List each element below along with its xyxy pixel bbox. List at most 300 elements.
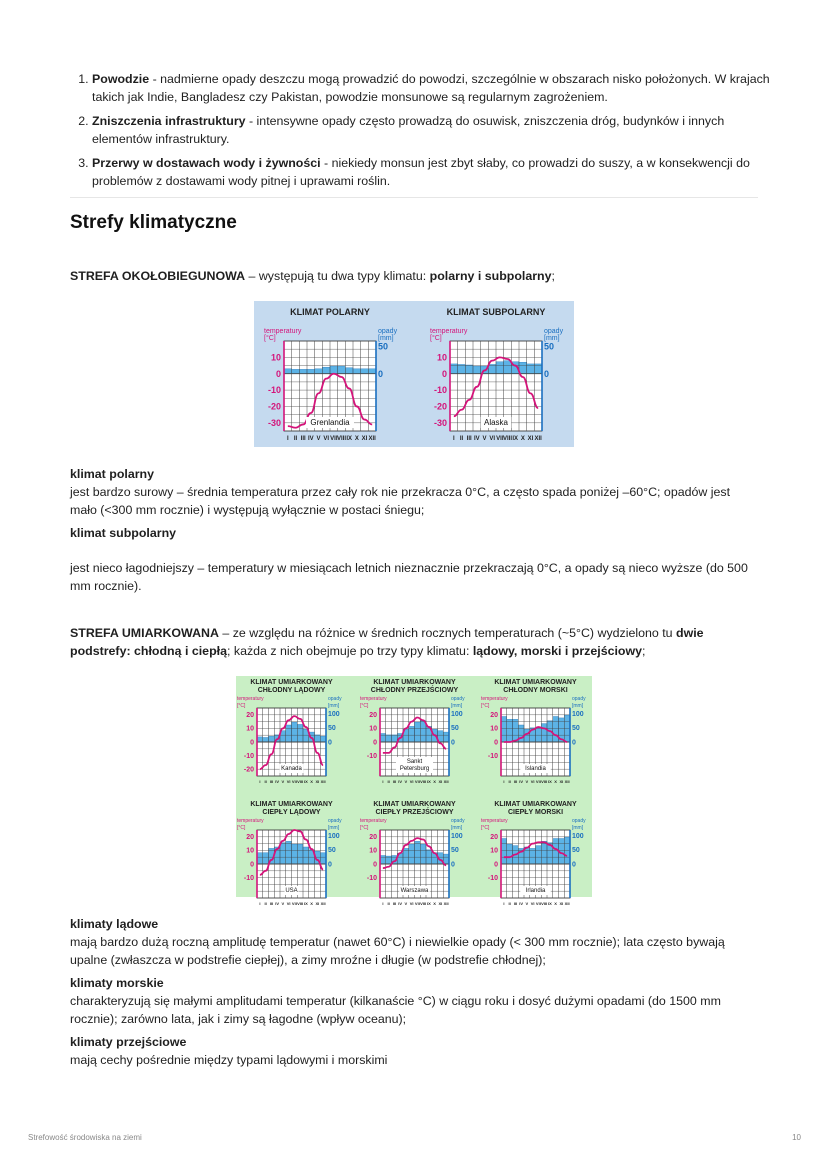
precipitation-tick-label: 0	[572, 861, 576, 869]
precipitation-bar	[409, 726, 415, 742]
station-label: Grenlandia	[310, 418, 350, 427]
month-label: IX	[303, 779, 308, 784]
precipitation-tick-label: 50	[328, 725, 336, 733]
temperature-tick-label: 10	[369, 847, 377, 855]
temperature-axis-label: temperatury	[430, 328, 468, 335]
precipitation-bar	[330, 366, 338, 374]
precipitation-bar	[361, 369, 369, 374]
precipitation-bar	[530, 848, 536, 864]
month-label: XII	[443, 779, 449, 784]
precipitation-bar	[315, 735, 321, 742]
precipitation-tick-label: 0	[328, 861, 332, 869]
temperature-tick-label: 20	[490, 834, 498, 842]
polar-climate-text: jest bardzo surowy – średnia temperatura przez cały rok nie przekracza 0°C, a często spada poniżej –60°C; opadów jest mało (<300 mm rocznie) i występują wyłącznie w postaci śniegu;	[70, 485, 731, 517]
month-label: I	[382, 901, 384, 906]
month-label: III	[513, 901, 518, 906]
temperature-axis-label: temperatury	[237, 818, 264, 824]
precipitation-unit-label: [mm]	[328, 825, 340, 831]
month-label: VII	[496, 436, 504, 442]
precipitation-tick-label: 50	[328, 847, 336, 855]
list-item	[92, 70, 782, 106]
month-label: III	[269, 901, 274, 906]
month-label: VIII	[541, 901, 548, 906]
month-label: I	[452, 436, 455, 442]
chart-title: KLIMAT UMIARKOWANY	[250, 679, 333, 686]
precipitation-bar	[303, 847, 309, 864]
list-item-text: - nadmierne opady deszczu mogą prowadzić do powodzi, szczególnie w obszarach nisko położonych. W krajach takich jak Indie, Bangladesz czy Pakistan, powodzie monsunowe są regularnym zagrożeniem.	[92, 72, 770, 104]
month-label: XI	[438, 901, 443, 906]
month-label: VIII	[502, 436, 513, 442]
precipitation-bar	[297, 844, 303, 864]
precipitation-tick-label: 100	[451, 832, 463, 840]
precipitation-bar	[286, 841, 292, 864]
temperature-tick-label: 10	[490, 847, 498, 855]
month-label: IV	[398, 901, 403, 906]
maritime-climate-text: charakteryzują się małymi amplitudami temperatur (kilkanaście °C) w ciągu roku i dosyć dużymi opadami (do 1500 mm rocznie); zarówno lata, jak i zimy są łagodne (wpływ oceanu);	[70, 994, 721, 1026]
temperature-unit-label: [°C]	[360, 703, 369, 709]
precipitation-bar	[501, 839, 507, 865]
temperature-unit-label: [°C]	[481, 703, 490, 709]
month-label: VIII	[297, 901, 304, 906]
precipitation-bar	[320, 736, 326, 742]
precipitation-bar	[403, 848, 409, 864]
precipitation-bar	[353, 369, 361, 374]
temperature-tick-label: -20	[267, 401, 281, 412]
precipitation-axis-label: opady	[328, 696, 342, 702]
precipitation-axis-label: opady	[451, 818, 465, 824]
transitional-climate-text: mają cechy pośrednie między typami lądowymi i morskimi	[70, 1053, 388, 1067]
precipitation-tick-label: 50	[544, 341, 555, 352]
chart-title: CIEPŁY MORSKI	[507, 809, 564, 816]
transitional-climate-heading: klimaty przejściowe	[70, 1035, 187, 1049]
month-label: X	[433, 779, 436, 784]
precipitation-bar	[415, 722, 421, 742]
month-label: IV	[275, 779, 280, 784]
month-label: XI	[438, 779, 443, 784]
month-label: VIII	[541, 779, 548, 784]
precipitation-tick-label: 0	[451, 739, 455, 747]
precipitation-tick-label: 50	[572, 847, 580, 855]
month-label: IV	[473, 436, 480, 442]
precipitation-bar	[380, 734, 386, 743]
precipitation-bar	[507, 719, 513, 742]
precipitation-bar	[280, 843, 286, 864]
month-label: II	[264, 901, 267, 906]
precipitation-bar	[292, 844, 298, 864]
precipitation-tick-label: 50	[572, 725, 580, 733]
list-item	[92, 154, 782, 190]
month-label: XII	[320, 901, 326, 906]
temperature-tick-label: -10	[243, 874, 254, 882]
precipitation-bar	[338, 366, 346, 374]
precipitation-tick-label: 0	[451, 861, 455, 869]
month-label: VI	[530, 779, 535, 784]
footer-page-number: 10	[792, 1133, 801, 1142]
consequences-list	[70, 70, 782, 196]
temperate-climate-types: lądowy, morski i przejściowy	[472, 644, 643, 658]
precipitation-axis-label: opady	[544, 328, 564, 335]
precipitation-bar	[392, 735, 398, 742]
station-label: Alaska	[483, 418, 509, 427]
precipitation-tick-label: 50	[451, 725, 459, 733]
list-item-term: Przerwy w dostawach wody i żywności	[92, 156, 321, 170]
month-label: V	[482, 436, 487, 442]
month-label: IX	[512, 436, 519, 442]
precipitation-bar	[284, 369, 292, 374]
precipitation-bar	[297, 724, 303, 742]
month-label: II	[293, 436, 298, 442]
temperate-zone-end: ;	[642, 644, 646, 658]
temperature-unit-label: [°C]	[237, 703, 246, 709]
month-label: X	[310, 779, 313, 784]
month-label: VIII	[420, 901, 427, 906]
month-label: IX	[346, 436, 353, 442]
precipitation-unit-label: [mm]	[378, 335, 394, 342]
month-label: VI	[489, 436, 496, 442]
temperature-tick-label: 20	[369, 834, 377, 842]
month-label: XI	[315, 901, 320, 906]
month-label: II	[508, 779, 511, 784]
temperature-tick-label: 10	[270, 352, 281, 363]
precipitation-bar	[541, 724, 547, 742]
precipitation-bar	[420, 721, 426, 742]
precipitation-unit-label: [mm]	[544, 335, 560, 342]
maritime-climate-heading: klimaty morskie	[70, 976, 164, 990]
continental-climate-heading: klimaty lądowe	[70, 917, 159, 931]
temperature-tick-label: -30	[433, 417, 447, 428]
footer-document-title: Strefowość środowiska na ziemi	[28, 1133, 142, 1142]
list-item	[92, 112, 782, 148]
month-label: VIII	[336, 436, 347, 442]
precipitation-bar	[345, 368, 353, 374]
precipitation-bar	[553, 717, 559, 743]
chart-title: KLIMAT UMIARKOWANY	[250, 801, 333, 808]
polar-zone-end: ;	[551, 269, 555, 283]
precipitation-bar	[426, 850, 432, 864]
precipitation-bar	[409, 844, 415, 864]
month-label: IX	[303, 901, 308, 906]
month-label: II	[387, 779, 390, 784]
month-label: VI	[530, 901, 535, 906]
precipitation-unit-label: [mm]	[451, 825, 463, 831]
precipitation-bar	[458, 364, 466, 373]
temperature-unit-label: [°C]	[481, 825, 490, 831]
chart-title: KLIMAT SUBPOLARNY	[446, 307, 546, 317]
continental-climate-text: mają bardzo dużą roczną amplitudę temperatur (nawet 60°C) i niewielkie opady (< 300 mm rocznie); lata często bywają upalne (zwłaszcza w podstrefie ciepłej), a zimy mroźne i długie (w podstrefie chłodnej);	[70, 935, 725, 967]
month-label: IV	[519, 901, 524, 906]
precipitation-bar	[496, 362, 504, 374]
month-label: II	[459, 436, 464, 442]
precipitation-tick-label: 100	[451, 710, 463, 718]
temperature-axis-label: temperatury	[237, 696, 264, 702]
temperature-axis-label: temperatury	[360, 696, 387, 702]
month-label: XI	[361, 436, 368, 442]
precipitation-bar	[420, 844, 426, 864]
chart-title: KLIMAT UMIARKOWANY	[494, 679, 577, 686]
temperate-climate-charts-figure	[236, 676, 592, 906]
precipitation-bar	[380, 856, 386, 865]
month-label: VI	[286, 779, 291, 784]
month-label: X	[310, 901, 313, 906]
subpolar-climate-text: jest nieco łagodniejszy – temperatury w miesiącach letnich nieznacznie przekraczają 0°C, a opady są nieco wyższe (do 500 mm rocznie).	[70, 561, 748, 593]
month-label: XII	[564, 779, 570, 784]
chart-title: CHŁODNY PRZEJŚCIOWY	[370, 687, 459, 694]
month-label: V	[525, 779, 529, 784]
precipitation-tick-label: 0	[572, 739, 576, 747]
temperature-axis-label: temperatury	[481, 818, 508, 824]
month-label: III	[300, 436, 306, 442]
temperature-unit-label: [°C]	[237, 825, 246, 831]
month-label: I	[382, 779, 384, 784]
precipitation-unit-label: [mm]	[328, 703, 340, 709]
list-item-term: Powodzie	[92, 72, 150, 86]
precipitation-tick-label: 0	[544, 368, 550, 379]
precipitation-bar	[286, 725, 292, 742]
station-label: Kanada	[281, 766, 302, 772]
precipitation-bar	[263, 853, 269, 864]
temperature-axis-label: temperatury	[481, 696, 508, 702]
month-label: XII	[368, 436, 376, 442]
month-label: XI	[559, 901, 564, 906]
temperature-tick-label: 0	[373, 861, 377, 869]
month-label: IV	[519, 779, 524, 784]
month-label: VIII	[297, 779, 304, 784]
chart-title: CIEPŁY PRZEJŚCIOWY	[375, 809, 454, 816]
subpolar-climate-heading: klimat subpolarny	[70, 526, 177, 540]
station-label: Islandia	[525, 766, 546, 772]
precipitation-tick-label: 100	[572, 710, 584, 718]
month-label: III	[269, 779, 274, 784]
month-label: X	[554, 779, 557, 784]
precipitation-unit-label: [mm]	[451, 703, 463, 709]
temperature-tick-label: 20	[246, 712, 254, 720]
month-label: VI	[323, 436, 330, 442]
list-item-text: - intensywne opady często prowadzą do osuwisk, zniszczenia dróg, budynków i innych elementów infrastruktury.	[92, 114, 725, 146]
precipitation-bar	[299, 369, 307, 373]
precipitation-bar	[504, 361, 512, 374]
polar-zone-name: STREFA OKOŁOBIEGUNOWA	[70, 269, 246, 283]
section-heading: Strefy klimatyczne	[70, 212, 237, 233]
precipitation-axis-label: opady	[572, 696, 586, 702]
month-label: IV	[275, 901, 280, 906]
station-label: Warszawa	[400, 888, 429, 894]
temperature-unit-label: [°C]	[430, 335, 442, 342]
chart-title: CHŁODNY LĄDOWY	[257, 687, 326, 694]
polar-zone-types: polarny i subpolarny	[429, 269, 552, 283]
precipitation-bar	[257, 853, 263, 864]
precipitation-bar	[292, 369, 300, 373]
month-label: X	[433, 901, 436, 906]
month-label: XII	[534, 436, 542, 442]
station-label: USA	[285, 888, 298, 894]
precipitation-bar	[536, 728, 542, 742]
month-label: III	[392, 901, 397, 906]
precipitation-bar	[501, 717, 507, 743]
month-label: VII	[414, 901, 420, 906]
chart-title: KLIMAT POLARNY	[290, 307, 370, 317]
chart-title: CIEPŁY LĄDOWY	[262, 809, 321, 816]
temperature-tick-label: 0	[250, 861, 254, 869]
station-label: Petersburg	[399, 766, 430, 772]
temperature-tick-label: -10	[366, 874, 377, 882]
month-label: III	[392, 779, 397, 784]
precipitation-bar	[269, 736, 275, 742]
month-label: I	[259, 779, 261, 784]
month-label: X	[554, 901, 557, 906]
month-label: VII	[535, 779, 541, 784]
temperature-tick-label: 0	[250, 739, 254, 747]
list-item-text: - niekiedy monsun jest zbyt słaby, co prowadzi do suszy, a w konsekwencji do problemów z dostawami wody pitnej i uprawami roślin.	[92, 156, 750, 188]
month-label: V	[316, 436, 321, 442]
precipitation-axis-label: opady	[328, 818, 342, 824]
month-label: VII	[535, 901, 541, 906]
temperature-tick-label: 10	[490, 725, 498, 733]
temperate-zone-text-2: ; każda z nich obejmuje po trzy typy klimatu:	[226, 644, 473, 658]
month-label: V	[281, 779, 285, 784]
temperature-tick-label: 10	[369, 725, 377, 733]
polar-zone-text: – występują tu dwa typy klimatu:	[245, 269, 430, 283]
list-item-term: Zniszczenia infrastruktury	[92, 114, 246, 128]
precipitation-bar	[292, 722, 298, 742]
precipitation-tick-label: 100	[328, 832, 340, 840]
precipitation-bar	[368, 369, 376, 374]
month-label: XII	[443, 901, 449, 906]
temperature-unit-label: [°C]	[360, 825, 369, 831]
temperature-tick-label: 10	[436, 352, 447, 363]
precipitation-bar	[386, 735, 392, 742]
month-label: VII	[291, 779, 297, 784]
precipitation-bar	[322, 367, 330, 374]
month-label: IX	[426, 901, 431, 906]
temperature-tick-label: 0	[275, 368, 281, 379]
temperate-zone-name: STREFA UMIARKOWANA	[70, 626, 219, 640]
temperate-subzones: dwie podstrefy: chłodną i ciepłą	[70, 626, 704, 658]
precipitation-bar	[315, 369, 323, 374]
temperature-tick-label: -10	[243, 752, 254, 760]
temperature-tick-label: 0	[441, 368, 447, 379]
temperature-tick-label: 10	[246, 847, 254, 855]
month-label: I	[286, 436, 289, 442]
month-label: VII	[291, 901, 297, 906]
temperate-zone-paragraph	[70, 624, 760, 660]
month-label: VI	[409, 779, 414, 784]
temperature-tick-label: 0	[373, 739, 377, 747]
polar-climate-charts-figure	[254, 301, 574, 447]
polar-climate-heading: klimat polarny	[70, 467, 155, 481]
month-label: IX	[426, 779, 431, 784]
temperature-tick-label: -10	[487, 752, 498, 760]
temperature-axis-label: temperatury	[264, 328, 302, 335]
temperature-tick-label: -10	[487, 874, 498, 882]
precipitation-tick-label: 50	[378, 341, 389, 352]
station-label: Sankt	[406, 759, 423, 765]
precipitation-tick-label: 50	[451, 847, 459, 855]
temperature-tick-label: 0	[494, 861, 498, 869]
month-label: II	[387, 901, 390, 906]
month-label: I	[503, 901, 505, 906]
precipitation-axis-label: opady	[451, 696, 465, 702]
precipitation-tick-label: 100	[572, 832, 584, 840]
temperature-tick-label: -20	[243, 766, 254, 774]
month-label: VIII	[420, 779, 427, 784]
temperature-tick-label: -10	[433, 385, 447, 396]
precipitation-unit-label: [mm]	[572, 825, 584, 831]
temperature-unit-label: [°C]	[264, 335, 276, 342]
section-divider	[70, 197, 758, 198]
precipitation-tick-label: 0	[328, 739, 332, 747]
precipitation-bar	[513, 719, 519, 742]
month-label: X	[520, 436, 525, 442]
month-label: IV	[307, 436, 314, 442]
precipitation-tick-label: 0	[378, 368, 384, 379]
precipitation-tick-label: 100	[328, 710, 340, 718]
precipitation-bar	[320, 853, 326, 864]
precipitation-bar	[465, 365, 473, 374]
month-label: II	[508, 901, 511, 906]
chart-title: KLIMAT UMIARKOWANY	[373, 679, 456, 686]
temperature-tick-label: 10	[246, 725, 254, 733]
month-label: V	[525, 901, 529, 906]
chart-title: CHŁODNY MORSKI	[503, 687, 568, 694]
temperature-tick-label: -10	[267, 385, 281, 396]
precipitation-unit-label: [mm]	[572, 703, 584, 709]
precipitation-axis-label: opady	[378, 328, 398, 335]
precipitation-bar	[415, 841, 421, 864]
month-label: VI	[409, 901, 414, 906]
month-label: V	[404, 901, 408, 906]
month-label: I	[503, 779, 505, 784]
polar-zone-paragraph	[70, 267, 760, 285]
month-label: XII	[564, 901, 570, 906]
month-label: X	[354, 436, 359, 442]
month-label: V	[281, 901, 285, 906]
temperate-zone-text: – ze względu na różnice w średnich rocznych temperaturach (~5°C) wydzielono tu	[218, 626, 677, 640]
month-label: II	[264, 779, 267, 784]
chart-title: KLIMAT UMIARKOWANY	[373, 801, 456, 808]
precipitation-bar	[307, 369, 315, 373]
month-label: V	[404, 779, 408, 784]
month-label: IV	[398, 779, 403, 784]
precipitation-bar	[443, 732, 449, 742]
temperature-tick-label: -30	[267, 417, 281, 428]
precipitation-bar	[536, 846, 542, 864]
month-label: VII	[414, 779, 420, 784]
month-label: XI	[315, 779, 320, 784]
temperature-tick-label: 20	[369, 712, 377, 720]
month-label: IX	[547, 779, 552, 784]
station-label: Irlandia	[525, 888, 546, 894]
month-label: VII	[330, 436, 338, 442]
precipitation-bar	[263, 737, 269, 742]
month-label: XI	[559, 779, 564, 784]
precipitation-bar	[507, 844, 513, 864]
precipitation-bar	[257, 737, 263, 742]
temperature-tick-label: -10	[366, 752, 377, 760]
precipitation-bar	[488, 364, 496, 373]
month-label: XI	[527, 436, 534, 442]
temperature-tick-label: 20	[246, 834, 254, 842]
temperature-tick-label: 0	[494, 739, 498, 747]
precipitation-bar	[541, 841, 547, 864]
month-label: IX	[547, 901, 552, 906]
temperature-tick-label: 20	[490, 712, 498, 720]
temperature-tick-label: -20	[433, 401, 447, 412]
precipitation-axis-label: opady	[572, 818, 586, 824]
month-label: III	[513, 779, 518, 784]
month-label: I	[259, 901, 261, 906]
month-label: XII	[320, 779, 326, 784]
month-label: III	[466, 436, 472, 442]
